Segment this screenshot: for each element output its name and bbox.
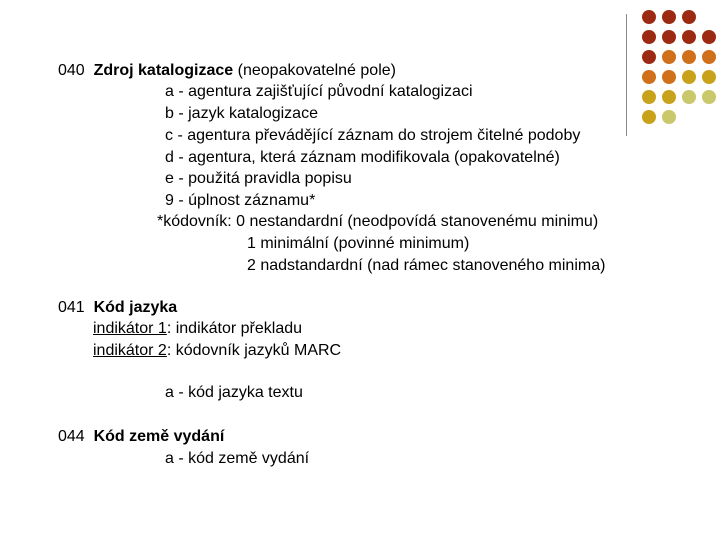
field-041-subfield-a: a - kód jazyka textu xyxy=(165,384,303,401)
decorative-dot xyxy=(642,70,656,84)
decorative-dot xyxy=(662,90,676,104)
field-040-subfield-d: d - agentura, která záznam modifikovala (opakovatelné) xyxy=(165,149,560,166)
decorative-dot xyxy=(682,50,696,64)
decorative-dot xyxy=(682,10,696,24)
decorative-dot xyxy=(642,90,656,104)
field-044-heading xyxy=(58,427,224,447)
decorative-dot xyxy=(642,110,656,124)
field-040-subfield-a: a - agentura zajišťující původní katalogizaci xyxy=(165,83,473,100)
field-040-subfield-e: e - použitá pravidla popisu xyxy=(165,170,352,187)
field-040-codelist-0: *kódovník: 0 nestandardní (neodpovídá stanovenému minimu) xyxy=(157,213,599,230)
decorative-dot xyxy=(662,10,676,24)
decorative-dot xyxy=(702,70,716,84)
field-040-subfield-b: b - jazyk katalogizace xyxy=(165,105,318,122)
field-044-subfield-a: a - kód země vydání xyxy=(165,450,310,467)
decorative-dot xyxy=(662,70,676,84)
field-040-subfield-9: 9 - úplnost záznamu* xyxy=(165,192,316,209)
indicator-2-label: indikátor 2 xyxy=(93,342,167,359)
field-041-heading xyxy=(58,298,177,318)
field-041-code: 041 xyxy=(58,299,85,316)
indicator-2-text: : kódovník jazyků MARC xyxy=(166,342,342,359)
field-040-code: 040 xyxy=(58,62,85,79)
field-040-heading xyxy=(58,61,396,81)
field-040-title: Zdroj katalogizace xyxy=(93,62,234,79)
decorative-dot xyxy=(662,110,676,124)
decorative-dot xyxy=(702,50,716,64)
decorative-dot xyxy=(702,90,716,104)
field-040-codelist-2: 2 nadstandardní (nad rámec stanoveného minima) xyxy=(247,257,606,274)
field-044-code: 044 xyxy=(58,428,85,445)
decorative-dot xyxy=(642,10,656,24)
indicator-1-text: : indikátor překladu xyxy=(166,320,303,337)
decorative-dot xyxy=(682,70,696,84)
field-044-title: Kód země vydání xyxy=(93,428,225,445)
indicator-1-label: indikátor 1 xyxy=(93,320,167,337)
decorative-dot xyxy=(702,30,716,44)
decorative-dot xyxy=(682,30,696,44)
decorative-dot xyxy=(662,50,676,64)
field-040-codelist-1: 1 minimální (povinné minimum) xyxy=(247,235,470,252)
decorative-dot xyxy=(682,90,696,104)
decorative-dot xyxy=(662,30,676,44)
field-041-indicator-1 xyxy=(93,319,302,339)
field-041-title: Kód jazyka xyxy=(93,299,178,316)
decorative-vertical-line xyxy=(626,14,627,136)
field-040-note: (neopakovatelné pole) xyxy=(237,62,396,79)
decorative-dot xyxy=(642,50,656,64)
decorative-dot xyxy=(642,30,656,44)
field-041-indicator-2 xyxy=(93,341,341,361)
field-040-subfield-c: c - agentura převádějící záznam do strojem čitelné podoby xyxy=(165,127,581,144)
